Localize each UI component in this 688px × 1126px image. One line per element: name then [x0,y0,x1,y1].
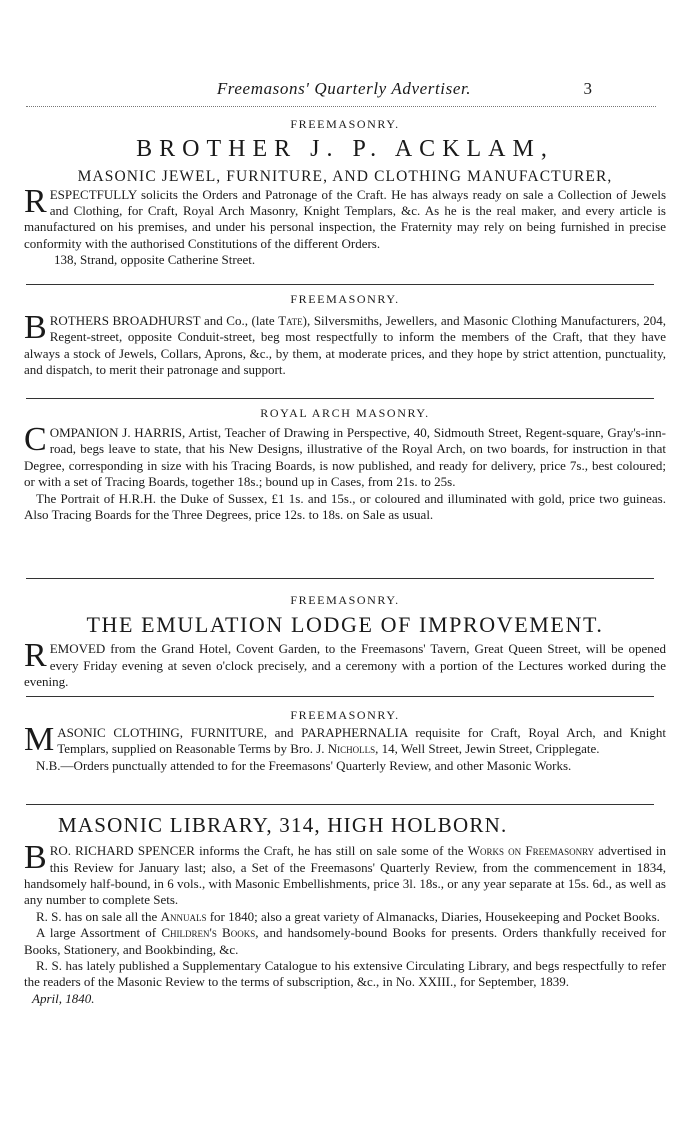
drop-cap: B [24,309,47,346]
separator-rule [26,398,654,399]
ad-body-smallcaps: Nicholls [327,741,376,757]
ad-paragraph [24,909,666,925]
ad-body: ASONIC CLOTHING, FURNITURE, and PARAPHERNALIA requisite for Craft, Royal Arch, and Knight Templars, supplied on Reasonable Terms by Bro. J. [57,725,666,757]
ad-body: OMPANION J. HARRIS, Artist, Teacher of Drawing in Perspective, 40, Sidmouth Street, Regent-square, Gray's-inn-road, begs leave to state, that his New Designs, illustrative of the Royal Arch, on two boards, for instruction in that Degree, corresponding in size with his Tracing Boards, is now published, and ready for delivery, price 7s., best coloured; or with a set of Tracing Boards, together 18s.; bound up in Cases, from 21s. to 25s. [24,425,666,490]
ad-masonic-library [24,813,666,1007]
ad-body-cont: advertised in this Review for January last; also, a Set of the Freemasons' Quarterly Review, from the commencement in 1834, handsomely half-bound, in 6 vols., with Masonic Embellishments, price 3l. 18s., or any year separate at 15s. 6d., as well as any number to complete Sets. [24,843,666,908]
ad-body-cont: for 1840; also a great variety of Almanacks, Diaries, Housekeeping and Pocket Books. [206,908,660,924]
page-number: 3 [583,79,592,98]
ad-body-smallcaps: Works on Freemasonry [467,843,595,859]
drop-cap: M [24,721,55,758]
ad-acklam [24,116,666,269]
ad-emulation-lodge [24,592,666,691]
drop-cap: R [24,637,47,675]
ad-body-cont: ), Silversmiths, Jewellers, and Masonic Clothing Manufacturers, 204, Regent-street, opposite Conduit-street, beg most respectfully to inform the members of the Craft, that they have always a stock of Jewels, Collars, Aprons, &c., by them, at moderate prices, and they hope by strict attention, punctuality, and dispatch, to merit their patronage and support. [24,313,666,378]
ad-address: 138, Strand, opposite Catherine Street. [54,252,256,268]
ad-date: April, 1840. [32,990,95,1006]
ad-body-smallcaps: Tate [278,313,303,328]
ad-subhead: MASONIC JEWEL, FURNITURE, AND CLOTHING MANUFACTURER, [77,167,613,185]
ad-body: ROTHERS BROADHURST and Co., (late [49,313,279,328]
ad-nicholls [24,707,666,774]
drop-cap: B [24,839,47,877]
ad-body: ESPECTFULLY solicits the Orders and Patronage of the Craft. He has always ready on sale a Collection of Jewels and Clothing, for Craft, Royal Arch Masonry, Knight Templars, &c. As he is the real maker, and every article is manufactured on his premises, and under his personal inspection, the Fraternity may rely on being furnished in precise conformity with the authorised Constitutions of the different Orders. [24,186,666,251]
ad-body-second: N.B.—Orders punctually attended to for the Freemasons' Quarterly Review, and other Masonic Works. [36,757,572,773]
ad-body-cont: , 14, Well Street, Jewin Street, Cripplegate. [375,741,600,757]
ad-kicker: FREEMASONRY. [290,117,400,131]
running-head [0,79,688,103]
ad-headline: MASONIC LIBRARY, 314, HIGH HOLBORN. [58,813,508,837]
ad-body: R. S. has on sale all the [36,908,161,924]
ad-body-smallcaps: Children's Books [161,925,256,941]
ad-harris [24,405,666,523]
ad-body-second: The Portrait of H.R.H. the Duke of Sussex, £1 1s. and 15s., or coloured and illuminated with gold, price two guineas. Also Tracing Boards for the Three Degrees, price 12s. to 18s. on Sale as usual. [24,490,666,523]
ad-headline: BROTHER J. P. ACKLAM, [136,136,554,162]
running-title: Freemasons' Quarterly Advertiser. [216,79,472,98]
ad-kicker: ROYAL ARCH MASONRY. [260,406,430,420]
separator-rule [26,284,654,285]
drop-cap: C [24,421,47,458]
ad-body: RO. RICHARD SPENCER informs the Craft, he has still on sale some of the [49,843,468,859]
ad-paragraph: R. S. has lately published a Supplementary Catalogue to his extensive Circulating Library, and begs respectfully to refer the readers of the Masonic Review to the terms of subscription, &c., in No. XXIII., for September, 1839. [24,957,666,990]
separator-rule [26,578,654,579]
ad-body: EMOVED from the Grand Hotel, Covent Garden, to the Freemasons' Tavern, Great Queen Street, will be opened every Friday evening at seven o'clock precisely, and a ceremony with a portion of the Lectures worked during the evening. [24,641,666,690]
header-dotted-rule [26,106,656,107]
separator-rule [26,696,654,697]
ad-kicker: FREEMASONRY. [290,593,400,607]
drop-cap: R [24,182,47,220]
ad-kicker: FREEMASONRY. [290,708,400,722]
ad-body-cont: , and handsomely-bound Books for presents. Orders thankfully received for Books, Stationery, and Bookbinding, &c. [24,925,666,957]
ad-headline: THE EMULATION LODGE OF IMPROVEMENT. [86,612,604,637]
separator-rule [26,804,654,805]
ad-body-smallcaps: Annuals [160,908,207,924]
ad-body: A large Assortment of [36,925,162,941]
ad-broadhurst [24,291,666,379]
ad-paragraph [24,925,666,958]
ad-kicker: FREEMASONRY. [290,292,400,306]
